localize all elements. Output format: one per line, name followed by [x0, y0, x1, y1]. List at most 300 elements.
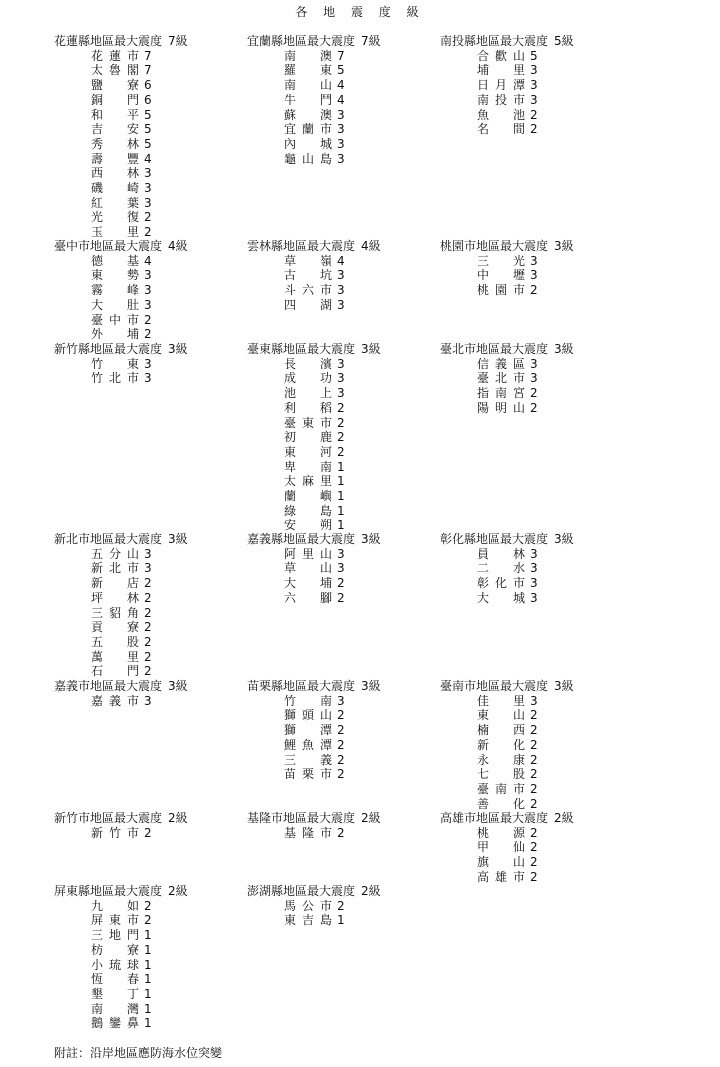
region-header [440, 342, 574, 357]
station-level: 3 [337, 693, 345, 708]
region-block-chiayi_city [54, 679, 188, 708]
station-name: 南 山 [284, 78, 332, 93]
station-level: 3 [530, 371, 538, 386]
footnote: 附註：沿岸地區應防海水位突變 [54, 1046, 223, 1060]
station-level: 2 [144, 590, 152, 605]
station-name: 楠 西 [477, 723, 525, 738]
station-level: 3 [337, 283, 345, 298]
station-level: 2 [337, 723, 345, 738]
station-name: 埔 里 [477, 63, 525, 78]
region-name: 澎湖縣地區最大震度 [247, 884, 356, 898]
station-level: 7 [144, 63, 152, 78]
station-row [91, 181, 188, 196]
station-level: 1 [144, 942, 152, 957]
station-row [284, 561, 381, 576]
region-max-level: 3級 [554, 532, 574, 546]
station-level: 2 [144, 649, 152, 664]
region-block-yunlin [247, 239, 381, 313]
station-row [91, 561, 188, 576]
region-header [54, 679, 188, 694]
station-row [284, 753, 381, 768]
station-row [284, 371, 381, 386]
station-row [477, 870, 574, 885]
station-name: 桃園市 [477, 283, 525, 298]
station-level: 1 [144, 928, 152, 943]
region-block-hsinchu_city [54, 811, 188, 840]
station-row [284, 504, 381, 519]
station-name: 竹 東 [91, 356, 139, 371]
station-level: 2 [337, 898, 345, 913]
station-name: 霧 峰 [91, 283, 139, 298]
station-name: 日月潭 [477, 78, 525, 93]
station-name: 斗六市 [284, 283, 332, 298]
station-name: 竹北市 [91, 371, 139, 386]
station-level: 2 [337, 825, 345, 840]
station-name: 光 復 [91, 210, 139, 225]
station-level: 3 [530, 268, 538, 283]
station-level: 1 [337, 913, 345, 928]
station-level: 2 [144, 225, 152, 240]
station-name: 三 義 [284, 752, 332, 767]
station-name: 東吉島 [284, 913, 332, 928]
station-row [91, 166, 188, 181]
region-max-level: 7級 [168, 34, 188, 48]
station-row [477, 782, 574, 797]
station-row [284, 694, 381, 709]
station-level: 4 [337, 253, 345, 268]
region-block-taitung [247, 342, 381, 533]
station-level: 2 [144, 327, 152, 342]
station-level: 3 [144, 195, 152, 210]
region-name: 雲林縣地區最大震度 [247, 239, 356, 253]
station-level: 3 [144, 166, 152, 181]
station-row [284, 254, 381, 269]
station-level: 4 [337, 92, 345, 107]
station-level: 3 [337, 386, 345, 401]
region-max-level: 2級 [168, 884, 188, 898]
station-level: 4 [144, 253, 152, 268]
station-level: 2 [530, 840, 538, 855]
station-level: 2 [530, 283, 538, 298]
station-row [284, 386, 381, 401]
region-name: 臺南市地區最大震度 [440, 679, 549, 693]
region-block-nantou [440, 34, 574, 137]
station-row [91, 1002, 188, 1017]
station-name: 和 平 [91, 107, 139, 122]
station-level: 5 [337, 63, 345, 78]
station-level: 1 [337, 459, 345, 474]
station-row [284, 357, 381, 372]
region-header [54, 884, 188, 899]
region-name: 高雄市地區最大震度 [440, 811, 549, 825]
station-name: 坪 林 [91, 590, 139, 605]
station-row [477, 840, 574, 855]
station-name: 臺南市 [477, 781, 525, 796]
station-name: 七 股 [477, 767, 525, 782]
station-row [284, 826, 381, 841]
station-name: 枋 寮 [91, 942, 139, 957]
station-level: 2 [530, 781, 538, 796]
station-level: 3 [337, 268, 345, 283]
station-level: 1 [144, 1016, 152, 1031]
station-level: 7 [337, 48, 345, 63]
station-name: 南 灣 [91, 1001, 139, 1016]
region-header [54, 34, 188, 49]
station-level: 5 [530, 48, 538, 63]
region-block-hualien [54, 34, 188, 240]
region-name: 臺東縣地區最大震度 [247, 342, 356, 356]
station-row [284, 49, 381, 64]
station-row [284, 93, 381, 108]
station-level: 2 [337, 590, 345, 605]
station-level: 3 [144, 371, 152, 386]
region-block-keelung [247, 811, 381, 840]
station-level: 1 [337, 489, 345, 504]
station-level: 3 [144, 297, 152, 312]
station-row [284, 108, 381, 123]
station-name: 紅 葉 [91, 195, 139, 210]
station-row [284, 767, 381, 782]
station-name: 鵝鑾鼻 [91, 1016, 139, 1031]
station-level: 2 [337, 415, 345, 430]
station-name: 安 朔 [284, 518, 332, 533]
station-row [91, 958, 188, 973]
station-row [91, 371, 188, 386]
station-row [284, 137, 381, 152]
station-row [284, 591, 381, 606]
station-name: 東 勢 [91, 268, 139, 283]
station-name: 魚 池 [477, 107, 525, 122]
station-row [284, 708, 381, 723]
station-level: 2 [530, 767, 538, 782]
region-block-taipei [440, 342, 574, 416]
station-level: 2 [530, 752, 538, 767]
station-name: 臺東市 [284, 415, 332, 430]
station-row [477, 63, 574, 78]
station-row [477, 753, 574, 768]
station-name: 古 坑 [284, 268, 332, 283]
station-row [91, 928, 188, 943]
station-level: 3 [530, 576, 538, 591]
station-level: 3 [337, 546, 345, 561]
region-name: 屏東縣地區最大震度 [54, 884, 163, 898]
region-name: 基隆市地區最大震度 [247, 811, 356, 825]
station-level: 2 [144, 825, 152, 840]
station-name: 佳 里 [477, 693, 525, 708]
station-name: 南 澳 [284, 48, 332, 63]
station-row [91, 225, 188, 240]
station-name: 利 稻 [284, 400, 332, 415]
station-level: 3 [530, 546, 538, 561]
region-block-new_taipei [54, 532, 188, 679]
station-name: 吉 安 [91, 122, 139, 137]
station-name: 二 水 [477, 561, 525, 576]
station-name: 名 間 [477, 122, 525, 137]
station-level: 2 [337, 444, 345, 459]
station-row [91, 987, 188, 1002]
station-name: 三貂角 [91, 605, 139, 620]
station-name: 竹 南 [284, 693, 332, 708]
station-row [284, 913, 381, 928]
region-max-level: 3級 [554, 239, 574, 253]
station-name: 五分山 [91, 546, 139, 561]
station-row [477, 826, 574, 841]
station-level: 2 [337, 708, 345, 723]
station-level: 2 [144, 634, 152, 649]
station-row [477, 122, 574, 137]
region-block-tainan [440, 679, 574, 811]
station-name: 卑 南 [284, 459, 332, 474]
station-name: 三 光 [477, 253, 525, 268]
station-row [477, 561, 574, 576]
station-level: 2 [144, 312, 152, 327]
station-row [477, 268, 574, 283]
station-name: 花蓮市 [91, 48, 139, 63]
station-row [91, 591, 188, 606]
region-max-level: 3級 [554, 679, 574, 693]
station-row [477, 371, 574, 386]
station-row [284, 738, 381, 753]
region-header [247, 342, 381, 357]
station-name: 基隆市 [284, 825, 332, 840]
station-name: 萬 里 [91, 649, 139, 664]
station-name: 彰化市 [477, 576, 525, 591]
station-name: 員 林 [477, 546, 525, 561]
station-name: 新 化 [477, 737, 525, 752]
station-level: 1 [337, 474, 345, 489]
station-name: 南投市 [477, 92, 525, 107]
region-header [440, 34, 574, 49]
region-max-level: 3級 [361, 342, 381, 356]
station-row [284, 576, 381, 591]
station-level: 4 [337, 78, 345, 93]
region-max-level: 2級 [554, 811, 574, 825]
region-name: 南投縣地區最大震度 [440, 34, 549, 48]
station-row [91, 254, 188, 269]
station-name: 壽 豐 [91, 151, 139, 166]
region-name: 新北市地區最大震度 [54, 532, 163, 546]
region-name: 臺中市地區最大震度 [54, 239, 163, 253]
station-row [91, 650, 188, 665]
region-max-level: 3級 [361, 679, 381, 693]
station-row [284, 489, 381, 504]
station-row [91, 972, 188, 987]
station-level: 3 [530, 356, 538, 371]
station-row [91, 78, 188, 93]
station-level: 2 [144, 210, 152, 225]
station-row [91, 913, 188, 928]
station-name: 鹽 寮 [91, 78, 139, 93]
station-level: 7 [144, 48, 152, 63]
station-level: 2 [530, 708, 538, 723]
region-max-level: 4級 [361, 239, 381, 253]
station-level: 2 [337, 576, 345, 591]
station-name: 銅 門 [91, 92, 139, 107]
station-name: 新 店 [91, 576, 139, 591]
region-block-chiayi_county [247, 532, 381, 606]
station-name: 貢 寮 [91, 620, 139, 635]
region-header [440, 239, 574, 254]
station-row [477, 576, 574, 591]
region-name: 新竹縣地區最大震度 [54, 342, 163, 356]
station-level: 3 [337, 107, 345, 122]
station-row [477, 708, 574, 723]
station-row [91, 606, 188, 621]
station-level: 3 [337, 371, 345, 386]
station-name: 綠 島 [284, 503, 332, 518]
region-name: 花蓮縣地區最大震度 [54, 34, 163, 48]
station-name: 高雄市 [477, 869, 525, 884]
station-level: 3 [144, 268, 152, 283]
station-row [91, 899, 188, 914]
station-name: 大 城 [477, 590, 525, 605]
station-level: 2 [144, 605, 152, 620]
region-header [54, 811, 188, 826]
region-name: 新竹市地區最大震度 [54, 811, 163, 825]
station-row [91, 313, 188, 328]
region-max-level: 3級 [361, 532, 381, 546]
region-header [54, 342, 188, 357]
station-row [477, 254, 574, 269]
region-name: 彰化縣地區最大震度 [440, 532, 549, 546]
station-name: 合歡山 [477, 48, 525, 63]
station-row [91, 694, 188, 709]
station-name: 獅 潭 [284, 723, 332, 738]
station-row [284, 63, 381, 78]
station-row [91, 826, 188, 841]
station-name: 陽明山 [477, 400, 525, 415]
station-row [477, 547, 574, 562]
station-level: 2 [530, 869, 538, 884]
station-level: 5 [144, 122, 152, 137]
station-level: 2 [530, 825, 538, 840]
station-level: 3 [337, 151, 345, 166]
region-block-taoyuan [440, 239, 574, 298]
station-level: 3 [530, 63, 538, 78]
station-row [91, 283, 188, 298]
station-name: 東 河 [284, 444, 332, 459]
station-name: 甲 仙 [477, 840, 525, 855]
station-name: 新北市 [91, 561, 139, 576]
station-row [284, 723, 381, 738]
station-level: 2 [144, 898, 152, 913]
station-name: 臺中市 [91, 312, 139, 327]
region-header [247, 679, 381, 694]
station-row [284, 268, 381, 283]
station-level: 2 [337, 430, 345, 445]
region-block-yilan [247, 34, 381, 166]
region-header [247, 811, 381, 826]
station-level: 2 [530, 796, 538, 811]
station-name: 獅頭山 [284, 708, 332, 723]
station-row [284, 430, 381, 445]
station-level: 1 [337, 503, 345, 518]
station-row [91, 664, 188, 679]
station-row [284, 474, 381, 489]
station-name: 臺北市 [477, 371, 525, 386]
station-level: 3 [530, 78, 538, 93]
station-row [477, 797, 574, 812]
station-level: 2 [144, 576, 152, 591]
station-level: 1 [337, 518, 345, 533]
station-level: 3 [144, 181, 152, 196]
station-row [91, 49, 188, 64]
station-row [284, 460, 381, 475]
station-row [477, 357, 574, 372]
station-row [477, 767, 574, 782]
station-row [284, 547, 381, 562]
station-row [477, 49, 574, 64]
station-name: 永 康 [477, 752, 525, 767]
region-name: 苗栗縣地區最大震度 [247, 679, 356, 693]
station-level: 2 [530, 400, 538, 415]
station-name: 池 上 [284, 386, 332, 401]
station-name: 小琉球 [91, 957, 139, 972]
station-row [284, 78, 381, 93]
station-level: 3 [144, 693, 152, 708]
station-level: 3 [337, 561, 345, 576]
station-name: 草 嶺 [284, 253, 332, 268]
station-name: 桃 源 [477, 825, 525, 840]
region-block-hsinchu_county [54, 342, 188, 386]
station-name: 四 湖 [284, 297, 332, 312]
station-name: 六 腳 [284, 590, 332, 605]
station-name: 指南宮 [477, 386, 525, 401]
station-level: 3 [144, 561, 152, 576]
station-row [284, 445, 381, 460]
station-name: 石 門 [91, 664, 139, 679]
station-row [477, 283, 574, 298]
station-name: 馬公市 [284, 898, 332, 913]
station-row [477, 738, 574, 753]
station-row [91, 298, 188, 313]
region-header [440, 532, 574, 547]
station-name: 龜山島 [284, 151, 332, 166]
station-level: 2 [530, 723, 538, 738]
station-level: 5 [144, 136, 152, 151]
region-max-level: 7級 [361, 34, 381, 48]
station-name: 羅 東 [284, 63, 332, 78]
station-name: 西 林 [91, 166, 139, 181]
station-name: 鯉魚潭 [284, 737, 332, 752]
region-header [247, 239, 381, 254]
station-row [91, 152, 188, 167]
station-name: 恆 春 [91, 972, 139, 987]
region-block-changhua [440, 532, 574, 606]
station-name: 宜蘭市 [284, 122, 332, 137]
station-name: 東 山 [477, 708, 525, 723]
station-row [91, 576, 188, 591]
station-name: 草 山 [284, 561, 332, 576]
station-name: 中 壢 [477, 268, 525, 283]
station-row [477, 93, 574, 108]
station-level: 3 [144, 283, 152, 298]
station-level: 3 [144, 546, 152, 561]
station-name: 屏東市 [91, 913, 139, 928]
station-level: 2 [337, 400, 345, 415]
station-level: 3 [530, 693, 538, 708]
region-name: 嘉義市地區最大震度 [54, 679, 163, 693]
station-row [91, 943, 188, 958]
station-name: 大 肚 [91, 297, 139, 312]
region-header [54, 532, 188, 547]
station-level: 3 [337, 297, 345, 312]
region-max-level: 2級 [168, 811, 188, 825]
station-level: 3 [337, 122, 345, 137]
station-name: 蘇 澳 [284, 107, 332, 122]
station-level: 1 [144, 972, 152, 987]
region-block-pingtung [54, 884, 188, 1031]
